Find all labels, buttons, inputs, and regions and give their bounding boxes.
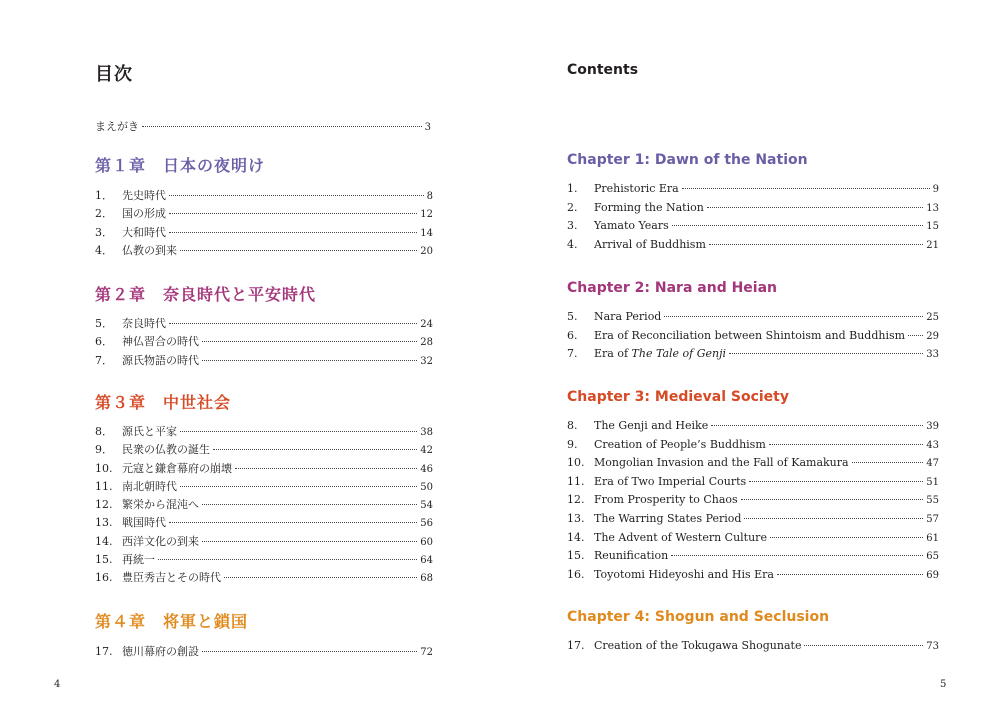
- entry-title: [594, 347, 726, 360]
- dot-leader: [709, 244, 923, 245]
- entry-number: 16.: [567, 567, 585, 581]
- entry-title: 西洋文化の到来: [122, 534, 199, 548]
- entry-title: Yamato Years: [594, 219, 669, 233]
- dot-leader: [770, 537, 923, 538]
- entry-number: 9.: [567, 437, 578, 451]
- entry-title: 奈良時代: [122, 317, 166, 330]
- entry-page: 47: [926, 458, 939, 470]
- entry-number: 5.: [567, 310, 578, 323]
- entry-title: 南北朝時代: [122, 479, 177, 493]
- dot-leader: [213, 449, 417, 450]
- dot-leader: [169, 323, 417, 324]
- entry-title: 神仏習合の時代: [122, 335, 199, 349]
- toc-entry[interactable]: [567, 347, 939, 366]
- entry-page: 12: [420, 209, 433, 221]
- toc-entry[interactable]: [95, 643, 433, 661]
- toc-entry[interactable]: [567, 493, 939, 512]
- entry-number: 8.: [567, 419, 578, 432]
- chapter-entry-list: [567, 639, 939, 658]
- toc-entry[interactable]: [567, 438, 939, 457]
- entry-title: Toyotomi Hideyoshi and His Era: [594, 567, 774, 581]
- entry-page: 43: [926, 439, 939, 451]
- entry-number: 5．: [95, 317, 113, 330]
- toc-entry[interactable]: [95, 423, 433, 441]
- toc-entry[interactable]: [567, 531, 939, 550]
- dot-leader: [741, 499, 924, 500]
- entry-page: 61: [926, 532, 939, 544]
- entry-title: Mongolian Invasion and the Fall of Kamakura: [594, 456, 849, 470]
- chapter-entry-list: [95, 423, 433, 588]
- page-number: 4: [54, 679, 61, 690]
- toc-entry[interactable]: [95, 205, 433, 223]
- entry-title: 民衆の仏教の誕生: [122, 443, 210, 457]
- entry-number: 3．: [95, 225, 113, 239]
- dot-leader: [169, 522, 417, 523]
- entry-page: 13: [926, 202, 939, 214]
- chapter-heading: Chapter 2: Nara and Heian: [567, 280, 778, 296]
- entry-number: 10.: [95, 461, 113, 475]
- entry-page: 29: [926, 330, 939, 342]
- entry-number: 16.: [95, 571, 113, 585]
- entry-number: 13.: [95, 516, 113, 530]
- entry-title: 先史時代: [122, 189, 166, 202]
- entry-number: 2.: [567, 200, 578, 214]
- toc-entry[interactable]: [567, 639, 939, 658]
- dot-leader: [804, 645, 923, 646]
- entry-page: 39: [926, 421, 939, 432]
- dot-leader: [169, 195, 424, 196]
- entry-title: Creation of People’s Buddhism: [594, 437, 766, 451]
- entry-number: 14.: [95, 534, 113, 548]
- dot-leader: [180, 431, 417, 432]
- dot-leader: [711, 425, 923, 426]
- toc-entry[interactable]: [95, 441, 433, 459]
- dot-leader: [202, 341, 417, 342]
- entry-title: 大和時代: [122, 225, 166, 239]
- entry-title: Creation of the Tokugawa Shogunate: [594, 639, 802, 652]
- entry-page: 50: [420, 481, 433, 493]
- entry-number: 12.: [95, 498, 113, 512]
- dot-leader: [852, 462, 924, 463]
- page-heading: Contents: [567, 62, 639, 78]
- entry-title: The Warring States Period: [594, 511, 742, 525]
- toc-entry[interactable]: [95, 460, 433, 478]
- entry-title: From Prosperity to Chaos: [594, 493, 738, 507]
- entry-number: 1.: [567, 182, 578, 195]
- chapter-heading: 第３章 中世社会: [95, 393, 232, 412]
- entry-title: Prehistoric Era: [594, 182, 679, 195]
- toc-entry[interactable]: [567, 419, 939, 438]
- entry-page: 46: [420, 463, 433, 475]
- dot-leader: [664, 316, 923, 317]
- right-page: [500, 0, 1000, 709]
- dot-leader: [202, 360, 417, 361]
- page-heading: 目次: [95, 64, 133, 85]
- chapter-entry-list: [95, 643, 433, 661]
- dot-leader: [908, 335, 923, 336]
- entry-title: 源氏と平家: [122, 425, 177, 438]
- entry-number: 4.: [567, 237, 578, 251]
- entry-number: 6．: [95, 335, 113, 349]
- toc-entry[interactable]: [567, 201, 939, 220]
- entry-title: The Genji and Heike: [594, 419, 709, 432]
- entry-page: 65: [926, 551, 939, 563]
- entry-page: 3: [424, 122, 431, 133]
- entry-title: 戦国時代: [122, 516, 166, 530]
- entry-title: 元寇と鎌倉幕府の崩壊: [122, 461, 232, 475]
- entry-page: 69: [926, 569, 939, 581]
- entry-page: 21: [926, 239, 939, 251]
- entry-title: Reunification: [594, 549, 669, 563]
- entry-title: 繁栄から混沌へ: [122, 498, 199, 512]
- entry-number: 6.: [567, 328, 578, 342]
- entry-page: 60: [420, 536, 433, 548]
- chapter-entry-list: [567, 310, 939, 366]
- entry-number: 11.: [95, 479, 113, 493]
- chapter-entry-list: [567, 419, 939, 586]
- dot-leader: [180, 486, 417, 487]
- dot-leader: [682, 188, 930, 189]
- entry-number: 17.: [95, 645, 113, 658]
- chapter-heading: 第１章 日本の夜明け: [95, 156, 266, 175]
- toc-entry[interactable]: [95, 242, 433, 260]
- toc-entry[interactable]: [95, 224, 433, 242]
- entry-title: Nara Period: [594, 310, 662, 323]
- toc-entry[interactable]: [567, 219, 939, 238]
- entry-number: 10.: [567, 456, 585, 470]
- entry-title: Forming the Nation: [594, 200, 704, 214]
- toc-entry[interactable]: [95, 533, 433, 551]
- dot-leader: [769, 444, 924, 445]
- entry-number: 3.: [567, 219, 578, 233]
- entry-number: 13.: [567, 511, 585, 525]
- entry-title: Era of Two Imperial Courts: [594, 474, 747, 488]
- entry-page: 57: [926, 513, 939, 525]
- entry-number: 8．: [95, 425, 113, 438]
- dot-leader: [158, 559, 417, 560]
- toc-entry[interactable]: [567, 182, 939, 201]
- entry-page: 14: [420, 227, 433, 239]
- chapter-heading: Chapter 4: Shogun and Seclusion: [567, 609, 830, 625]
- entry-title: 徳川幕府の創設: [122, 645, 199, 658]
- dot-leader: [169, 232, 417, 233]
- entry-page: 24: [420, 319, 433, 330]
- dot-leader: [749, 481, 923, 482]
- toc-entry[interactable]: [95, 478, 433, 496]
- entry-title: The Advent of Western Culture: [594, 530, 767, 544]
- entry-title: まえがき: [95, 120, 139, 133]
- toc-entry[interactable]: [95, 569, 433, 587]
- entry-title-prefix: Era of: [594, 347, 632, 361]
- entry-page: 28: [420, 337, 433, 349]
- entry-number: 14.: [567, 530, 585, 544]
- dot-leader: [169, 213, 417, 214]
- entry-number: 9．: [95, 443, 113, 457]
- entry-page: 55: [926, 495, 939, 507]
- entry-number: 15.: [567, 549, 585, 563]
- entry-title: 豊臣秀吉とその時代: [122, 571, 221, 585]
- preface-entry[interactable]: [95, 118, 431, 136]
- toc-entry[interactable]: [567, 456, 939, 475]
- entry-number: 7.: [567, 347, 578, 361]
- entry-number: 2．: [95, 207, 113, 221]
- toc-entry[interactable]: [95, 496, 433, 514]
- dot-leader: [202, 504, 417, 505]
- entry-number: 17.: [567, 639, 585, 652]
- dot-leader: [142, 126, 422, 127]
- dot-leader: [202, 541, 417, 542]
- entry-page: 42: [420, 445, 433, 457]
- entry-page: 38: [420, 427, 433, 438]
- dot-leader: [202, 651, 417, 652]
- toc-entry[interactable]: [567, 549, 939, 568]
- entry-number: 1．: [95, 189, 113, 202]
- dot-leader: [671, 555, 923, 556]
- chapter-heading: 第２章 奈良時代と平安時代: [95, 285, 317, 304]
- dot-leader: [672, 225, 923, 226]
- entry-page: 68: [420, 573, 433, 585]
- entry-title: Era of Reconciliation between Shintoism and Buddhism: [594, 328, 906, 342]
- toc-entry[interactable]: [567, 329, 939, 348]
- toc-entry[interactable]: [567, 475, 939, 494]
- chapter-heading: 第４章 将軍と鎖国: [95, 612, 249, 631]
- entry-title: 国の形成: [122, 207, 166, 221]
- toc-entry[interactable]: [95, 352, 433, 370]
- dot-leader: [180, 250, 417, 251]
- toc-entry[interactable]: [95, 514, 433, 532]
- entry-page: 56: [420, 518, 433, 530]
- entry-number: 12.: [567, 493, 585, 507]
- entry-page: 20: [420, 245, 433, 257]
- entry-page: 51: [926, 476, 939, 488]
- entry-number: 11.: [567, 474, 585, 488]
- toc-entry[interactable]: [567, 238, 939, 257]
- dot-leader: [744, 518, 923, 519]
- entry-page: 73: [926, 641, 939, 652]
- toc-entry[interactable]: [95, 315, 433, 333]
- entry-page: 64: [420, 555, 433, 567]
- entry-number: 7．: [95, 353, 113, 367]
- toc-entry[interactable]: [567, 310, 939, 329]
- dot-leader: [235, 468, 417, 469]
- page-number: 5: [940, 679, 947, 690]
- dot-leader: [729, 353, 923, 354]
- toc-entry[interactable]: [95, 187, 433, 205]
- entry-page: 9: [932, 184, 939, 195]
- chapter-entry-list: [95, 187, 433, 260]
- entry-page: 33: [926, 349, 939, 361]
- entry-title: 仏教の到来: [122, 243, 177, 257]
- entry-number: 4．: [95, 243, 113, 257]
- dot-leader: [707, 207, 923, 208]
- entry-title: Arrival of Buddhism: [594, 237, 706, 251]
- toc-entry[interactable]: [95, 551, 433, 569]
- chapter-heading: Chapter 3: Medieval Society: [567, 389, 789, 405]
- dot-leader: [224, 577, 417, 578]
- chapter-heading: Chapter 1: Dawn of the Nation: [567, 152, 808, 168]
- entry-title: 源氏物語の時代: [122, 353, 199, 367]
- dot-leader: [777, 574, 923, 575]
- toc-entry[interactable]: [567, 512, 939, 531]
- chapter-entry-list: [567, 182, 939, 256]
- entry-page: 32: [420, 355, 433, 367]
- entry-page: 25: [926, 312, 939, 323]
- entry-page: 8: [426, 191, 433, 202]
- entry-page: 72: [420, 647, 433, 658]
- entry-title-italic: The Tale of Genji: [631, 347, 727, 361]
- toc-entry[interactable]: [567, 568, 939, 587]
- entry-page: 15: [926, 221, 939, 233]
- chapter-entry-list: [95, 315, 433, 370]
- entry-title: 再統一: [122, 553, 155, 567]
- entry-page: 54: [420, 500, 433, 512]
- toc-entry[interactable]: [95, 333, 433, 351]
- entry-number: 15.: [95, 553, 113, 567]
